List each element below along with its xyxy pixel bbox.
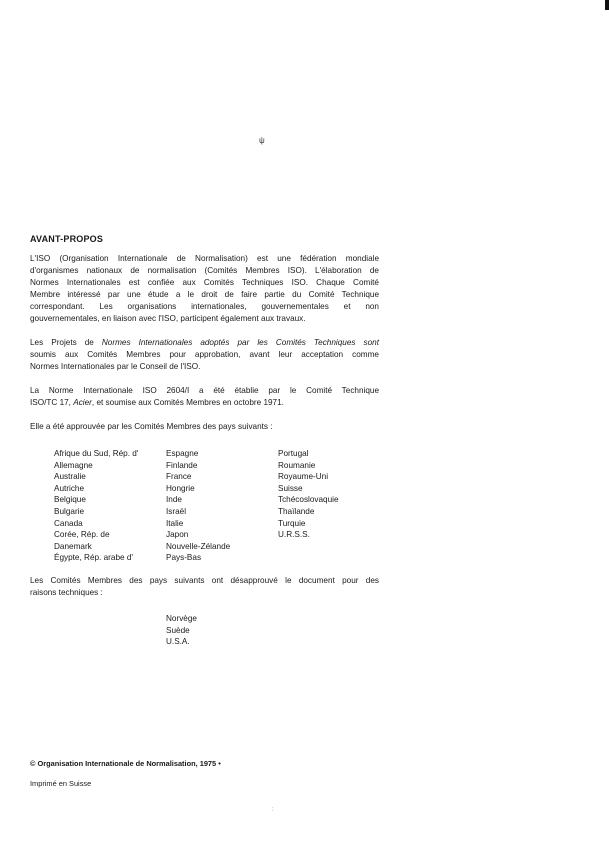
intro-paragraph xyxy=(30,253,379,325)
paragraph-line: Normes Internationales est confiée aux Comités Techniques ISO. Chaque Comité xyxy=(30,278,379,287)
paragraph-line: d'organismes nationaux de normalisation (Comités Membres ISO). L'élaboration de xyxy=(30,266,379,275)
paragraph-line: raisons techniques : xyxy=(30,588,103,597)
country-item: Tchécoslovaquie xyxy=(278,495,339,505)
country-item: Autriche xyxy=(54,483,85,493)
country-item: Italie xyxy=(166,518,184,528)
country-item: Inde xyxy=(166,495,182,505)
paragraph-line xyxy=(30,397,379,409)
paragraph-line: La Norme Internationale ISO 2604/I a été établie par le Comité Technique xyxy=(30,386,379,395)
drafts-paragraph xyxy=(30,337,379,373)
country-item: Espagne xyxy=(166,449,199,458)
corner-mark xyxy=(605,0,609,10)
country-item: Canada xyxy=(54,518,83,528)
country-item: Roumanie xyxy=(278,460,316,470)
top-mark: ψ xyxy=(259,136,265,145)
country-item: Turquie xyxy=(278,518,306,528)
paragraph-line: gouvernementales, en liaison avec l'ISO, participent également aux travaux. xyxy=(30,314,306,323)
paragraph-line: Elle a été approuvée par les Comités Membres des pays suivants : xyxy=(30,422,273,431)
paragraph-line: correspondant. Les organisations internationales, gouvernementales et non xyxy=(30,302,379,311)
country-item: Australie xyxy=(54,472,86,482)
disapproval-paragraph xyxy=(30,575,379,599)
approved-column-1 xyxy=(54,448,138,564)
paragraph-line: Normes Internationales par le Conseil de l'ISO. xyxy=(30,362,201,371)
country-item: Allemagne xyxy=(54,460,93,470)
country-item: U.S.A. xyxy=(166,637,190,647)
country-item: Portugal xyxy=(278,449,309,458)
text-run: , et soumise aux Comités Membres en octobre 1971. xyxy=(91,398,284,407)
text-run: ISO/TC 17, xyxy=(30,398,74,407)
country-item: Suisse xyxy=(278,483,303,493)
country-item: Belgique xyxy=(54,495,86,505)
paragraph-line xyxy=(30,337,379,349)
country-item: Danemark xyxy=(54,541,92,551)
country-item: Afrique du Sud, Rép. d' xyxy=(54,449,139,458)
paragraph-line: soumis aux Comités Membres pour approbation, avant leur acceptation comme xyxy=(30,350,379,359)
page-title: AVANT-PROPOS xyxy=(30,234,104,244)
italic-run: Acier xyxy=(73,398,92,407)
country-item: Pays-Bas xyxy=(166,553,202,563)
printed-in: Imprimé en Suisse xyxy=(30,779,92,788)
country-item: U.R.S.S. xyxy=(278,530,310,540)
italic-run: Normes Internationales adoptés par les Comités Techniques sont xyxy=(101,338,379,347)
paragraph-line: Membre intéressé par une étude a le droit de faire partie du Comité Technique xyxy=(30,290,379,299)
paragraph-line: Les Comités Membres des pays suivants ont désapprouvé le document pour des xyxy=(30,576,379,585)
country-item: Finlande xyxy=(166,460,198,470)
country-item: Égypte, Rép. arabe d' xyxy=(54,553,133,563)
country-item: Corée, Rép. de xyxy=(54,530,110,540)
country-item: Norvège xyxy=(166,614,197,623)
bottom-mark: : xyxy=(272,807,274,813)
country-item: Royaume-Uni xyxy=(278,472,329,482)
country-item: Hongrie xyxy=(166,483,195,493)
country-item: Japon xyxy=(166,530,189,540)
approved-column-3 xyxy=(278,448,339,541)
country-item: France xyxy=(166,472,192,482)
country-item: Nouvelle-Zélande xyxy=(166,541,231,551)
text-run: Les Projets de xyxy=(30,338,102,347)
approved-column-2 xyxy=(166,448,230,564)
disapproved-list xyxy=(166,613,197,648)
country-item: Suède xyxy=(166,625,190,635)
approval-intro xyxy=(30,421,379,433)
copyright-notice: © Organisation Internationale de Normalisation, 1975 • xyxy=(30,759,221,768)
country-item: Thaïlande xyxy=(278,506,315,516)
standard-paragraph xyxy=(30,385,379,409)
paragraph-line: L'ISO (Organisation Internationale de Normalisation) est une fédération mondiale xyxy=(30,254,379,263)
country-item: Israël xyxy=(166,506,187,516)
country-item: Bulgarie xyxy=(54,506,85,516)
